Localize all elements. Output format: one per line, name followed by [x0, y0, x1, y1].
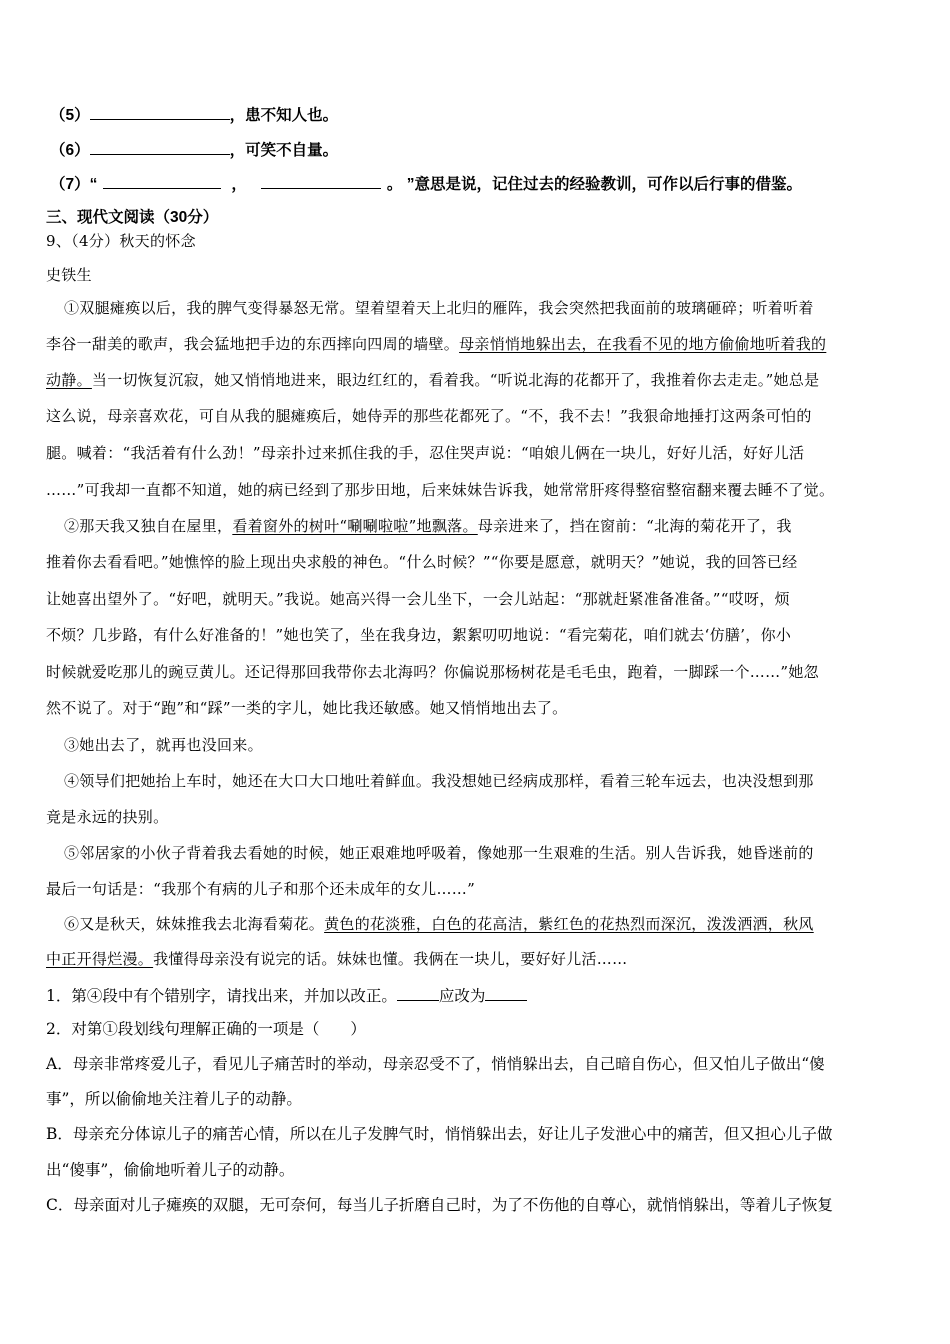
para6-line2 — [46, 948, 627, 969]
option-a-line1: A．母亲非常疼爱儿子，看见儿子痛苦时的举动，母亲忍受不了，悄悄躲出去，自己暗自伤心，但又怕儿子做出“傻 — [46, 1055, 825, 1073]
para2-line3: 让她喜出望外了。“好吧，就明天。”我说。她高兴得一会儿坐下，一会儿站起：“那就赶紧准备准备。”“哎呀，烦 — [46, 590, 790, 608]
para3-line1: ③她出去了，就再也没回来。 — [64, 736, 263, 754]
option-a-line2: 事”，所以偷偷地关注着儿子的动静。 — [46, 1090, 302, 1108]
para6-underlined-sentence-end: 中正开得烂漫。 — [46, 950, 154, 968]
question-9-label: 9、（4分）秋天的怀念 — [46, 232, 196, 250]
para2-line2: 推着你去看看吧。”她憔悴的脸上现出央求般的神色。“什么时候？”“你要是愿意，就明天？”她说，我的回答已经 — [46, 553, 798, 571]
q7-number: （7） — [50, 176, 90, 193]
q5-answer-blank[interactable] — [90, 104, 230, 121]
para2-line1 — [64, 515, 792, 536]
para1-line2 — [46, 333, 826, 354]
q7-text: 意思是说，记住过去的经验教训，可作以后行事的借鉴。 — [414, 176, 802, 193]
q7-answer-blank-2[interactable] — [261, 173, 381, 190]
para4-line2: 竟是永远的抉别。 — [46, 808, 169, 826]
para1-line3 — [46, 369, 819, 390]
q5-number: （5） — [50, 107, 90, 124]
question-1-blank-1[interactable] — [397, 985, 439, 1002]
option-b-line1: B．母亲充分体谅儿子的痛苦心情，所以在儿子发脾气时，悄悄躲出去，好让儿子发泄心中的痛苦，但又担心儿子做 — [46, 1125, 833, 1143]
question-1-mid: 应改为 — [438, 987, 486, 1005]
q7-close-quote: 。 ” — [386, 176, 415, 193]
para1-line5: 腿。喊着：“我活着有什么劲！”母亲扑过来抓住我的手，忍住哭声说：“咱娘儿俩在一块儿，好好儿活，好好儿活 — [46, 444, 805, 462]
para1-line6: ……”可我却一直都不知道，她的病已经到了那步田地，后来妹妹告诉我，她常常肝疼得整宿整宿翻来覆去睡不了觉。 — [46, 481, 835, 499]
para5-line2: 最后一句话是：“我那个有病的儿子和那个还未成年的女儿……” — [46, 880, 476, 898]
question-1 — [46, 984, 527, 1006]
fill-blank-q7 — [50, 172, 802, 194]
para1-underlined-sentence-end: 动静。 — [46, 371, 92, 389]
q7-open-quote: “ — [89, 176, 98, 193]
question-1-blank-2[interactable] — [485, 985, 527, 1002]
section-heading: 三、现代文阅读（30分） — [46, 209, 219, 226]
para6-line1 — [64, 913, 814, 934]
para1-underlined-sentence: 母亲悄悄地躲出去，在我看不见的地方偷偷地听着我的 — [459, 335, 827, 353]
option-c-line1: C．母亲面对儿子瘫痪的双腿，无可奈何，每当儿子折磨自己时，为了不伤他的自尊心，就悄悄躲出，等着儿子恢复 — [46, 1196, 833, 1214]
para6-text: ⑥又是秋天，妹妹推我去北海看菊花。 — [64, 915, 325, 933]
para1-line4: 这么说，母亲喜欢花，可自从我的腿瘫痪后，她侍弄的那些花都死了。“不，我不去！”我狠命地捶打这两条可怕的 — [46, 407, 812, 425]
fill-blank-q5 — [50, 103, 338, 125]
para2-text: ②那天我又独自在屋里， — [64, 517, 233, 535]
option-b-line2: 出“傻事”，偷偷地听着儿子的动静。 — [46, 1161, 295, 1179]
para2-line5: 时候就爱吃那儿的豌豆黄儿。还记得那回我带你去北海吗？你偏说那杨树花是毛毛虫，跑着，一脚踩一个……”她忽 — [46, 663, 819, 681]
q5-text: ，患不知人也。 — [229, 107, 339, 124]
article-author: 史铁生 — [46, 266, 92, 284]
para1-line1: ①双腿瘫痪以后，我的脾气变得暴怒无常。望着望着天上北归的雁阵，我会突然把我面前的玻璃砸碎；听着听着 — [64, 299, 814, 317]
question-1-text: 1．第④段中有个错别字，请找出来，并加以改正。 — [46, 987, 397, 1005]
q6-answer-blank[interactable] — [90, 139, 230, 156]
para2-line4: 不烦？几步路，有什么好准备的！”她也笑了，坐在我身边，絮絮叨叨地说：“看完菊花，咱们就去‘仿膳’，你小 — [46, 626, 792, 644]
para2-line6: 然不说了。对于“跑”和“踩”一类的字儿，她比我还敏感。她又悄悄地出去了。 — [46, 699, 568, 717]
q7-answer-blank-1[interactable] — [103, 173, 221, 190]
q6-text: ，可笑不自量。 — [229, 142, 339, 159]
para6-text: 我懂得母亲没有说完的话。妹妹也懂。我俩在一块儿，要好好儿活…… — [153, 950, 628, 968]
para1-text: 李谷一甜美的歌声，我会猛地把手边的东西摔向四周的墙壁。 — [46, 335, 460, 353]
para2-underlined-sentence: 看着窗外的树叶“唰唰啦啦”地飘落。 — [232, 517, 478, 535]
fill-blank-q6 — [50, 138, 338, 160]
para4-line1: ④领导们把她抬上车时，她还在大口大口地吐着鲜血。我没想她已经病成那样，看着三轮车远去，也决没想到那 — [64, 772, 814, 790]
para5-line1: ⑤邻居家的小伙子背着我去看她的时候，她正艰难地呼吸着，像她那一生艰难的生活。别人告诉我，她昏迷前的 — [64, 844, 814, 862]
q7-comma: ， — [231, 176, 247, 193]
para1-text: 当一切恢复沉寂，她又悄悄地进来，眼边红红的，看着我。“听说北海的花都开了，我推着你去走走。”她总是 — [91, 371, 820, 389]
para6-underlined-sentence: 黄色的花淡雅，白色的花高洁，紫红色的花热烈而深沉，泼泼洒洒，秋风 — [324, 915, 814, 933]
para2-text: 母亲进来了，挡在窗前：“北海的菊花开了，我 — [477, 517, 792, 535]
question-2-stem: 2．对第①段划线句理解正确的一项是（ ） — [46, 1020, 366, 1038]
q6-number: （6） — [50, 142, 90, 159]
